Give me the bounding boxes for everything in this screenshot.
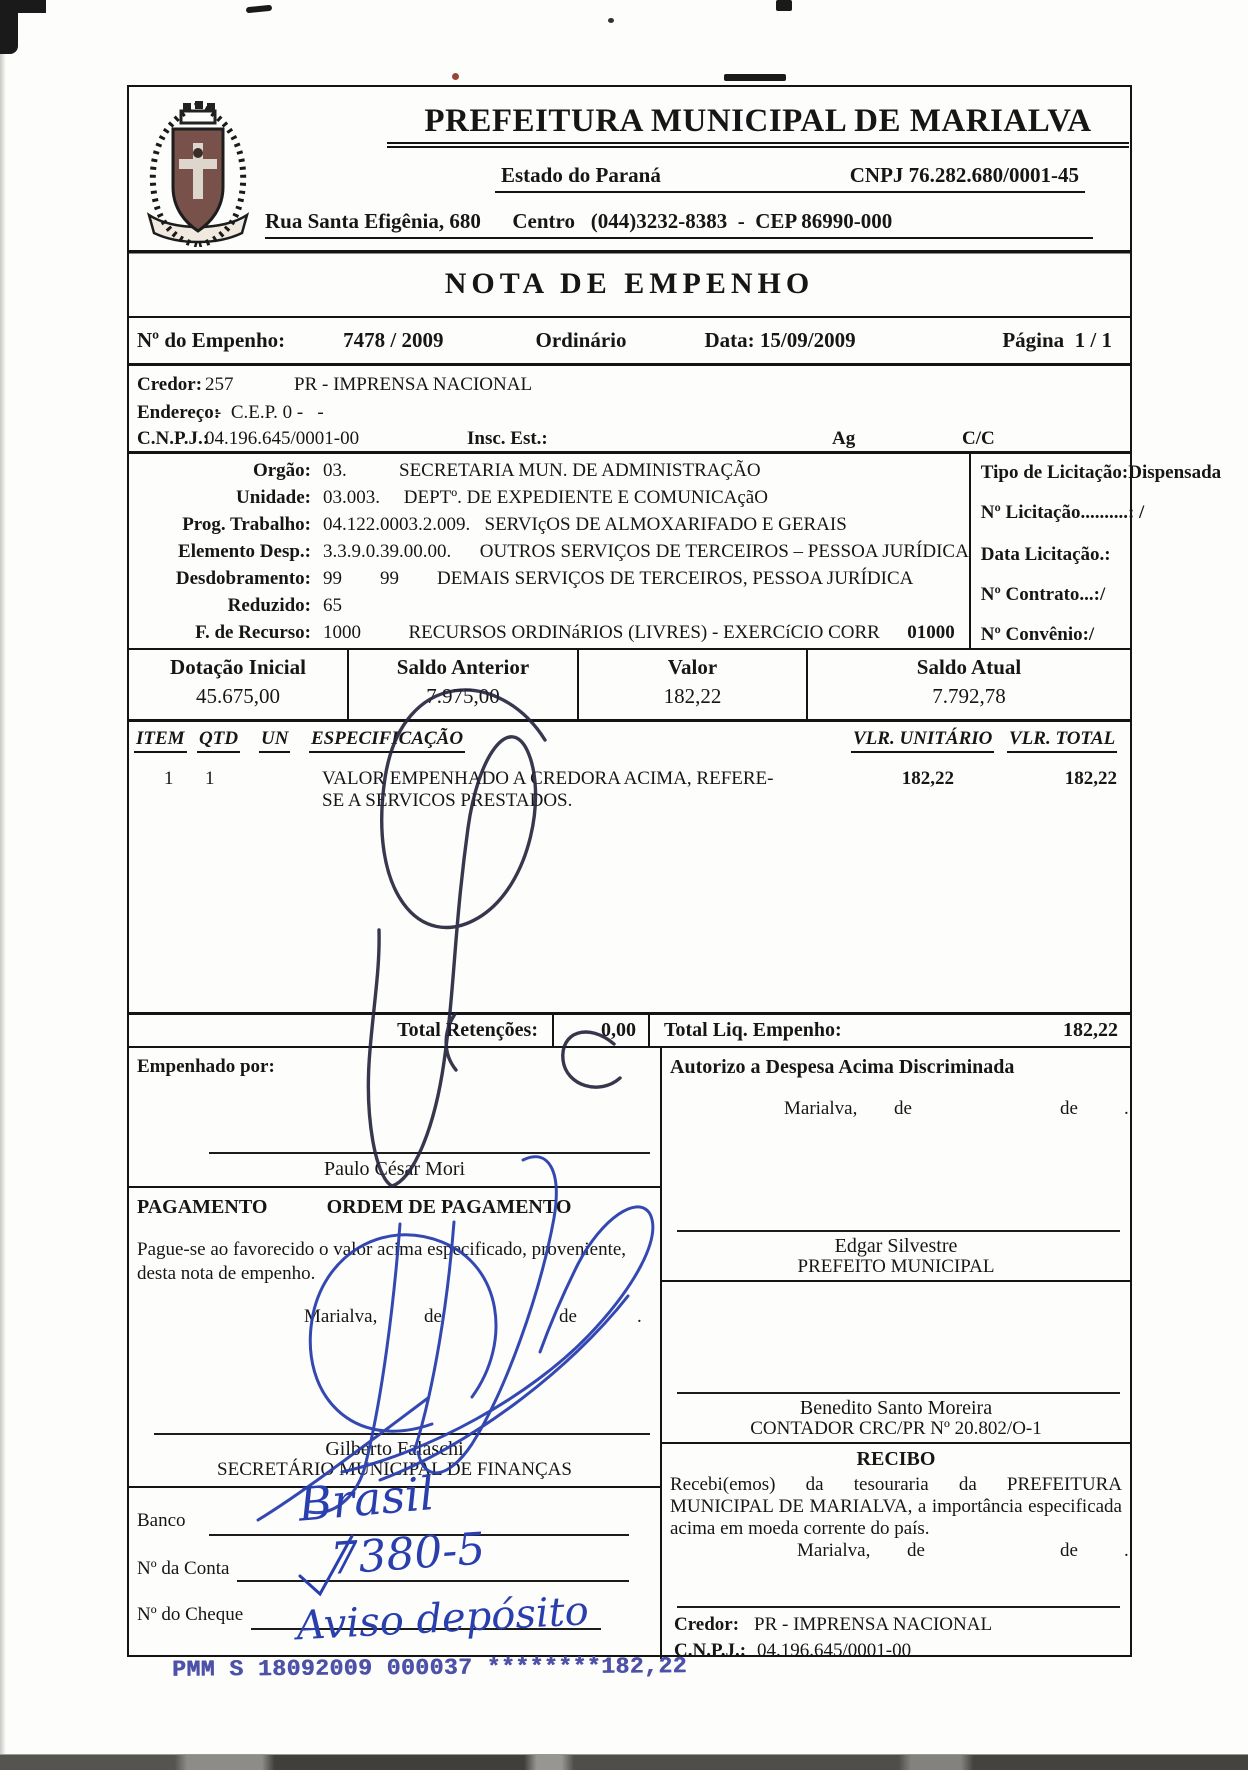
total-retencoes-value: 0,00 (554, 1015, 650, 1046)
empenhado-por-label: Empenhado por: (137, 1056, 275, 1077)
org-name: PREFEITURA MUNICIPAL DE MARIALVA (387, 103, 1129, 148)
signer-role: PREFEITO MUNICIPAL (797, 1256, 995, 1277)
signer-name: Gilberto Falaschi (325, 1438, 464, 1460)
left-column (129, 1048, 662, 1659)
col-vlr-unitario: VLR. UNITÁRIO (851, 728, 994, 753)
banco-label: Banco (137, 1510, 186, 1531)
recibo-cnpj-label: C.N.P.J.: (674, 1640, 747, 1661)
scan-speck (776, 0, 792, 11)
licitacao-panel (969, 454, 1222, 648)
city-line-de2: de (1060, 1098, 1078, 1119)
total-liq-empenho: Total Liq. Empenho: 182,22 (664, 1019, 1118, 1041)
empenho-number-row (129, 318, 1130, 366)
budget-section (129, 454, 1222, 650)
balance-dotacao-inicial: Dotação Inicial 45.675,00 (129, 650, 349, 719)
empenho-number: 7478 / 2009 (343, 328, 444, 352)
signature-line (677, 1606, 1120, 1608)
endereco-value: - C.E.P. 0 - - (215, 402, 324, 423)
org-address: Rua Santa Efigênia, 680 Centro (044)3232-8383 - CEP 86990-000 (265, 209, 1093, 239)
scan-speck (246, 5, 272, 14)
cnpj-value: 04.196.645/0001-00 (205, 428, 360, 449)
budget-row-f-recurso: F. de Recurso: 1000 RECURSOS ORDINáRIOS (LIVRES) - EXERCíCIO CORR 01000 (129, 619, 969, 646)
coat-of-arms-logo (139, 95, 257, 252)
data-licitacao: Data Licitação.: (980, 544, 1111, 565)
recibo-credor-value: PR - IMPRENSA NACIONAL (754, 1614, 993, 1635)
balance-valor: Valor 182,22 (579, 650, 808, 719)
letterhead (129, 87, 1130, 252)
city-line-city: Marialva, (797, 1540, 871, 1561)
conta-label: Nº da Conta (137, 1558, 230, 1579)
signer-name: Benedito Santo Moreira (799, 1397, 993, 1419)
items-table (129, 722, 1130, 1012)
cheque-line (251, 1628, 601, 1630)
col-un: UN (259, 728, 290, 753)
city-line-dot: . (637, 1306, 642, 1327)
cnpj-label: C.N.P.J.: (137, 428, 210, 449)
pagamento-text: Pague-se ao favorecido o valor acima especificado, proveniente, desta nota de empenho. (137, 1239, 627, 1284)
autorizo-title: Autorizo a Despesa Acima Discriminada (670, 1056, 1015, 1078)
tipo-licitacao: Tipo de Licitação:Dispensada (980, 462, 1222, 483)
handwriting-cheque: Aviso depósito (295, 1588, 590, 1650)
recibo-title: RECIBO (856, 1448, 936, 1470)
empenhado-por-box (129, 1048, 660, 1188)
document-title: NOTA DE EMPENHO (129, 252, 1130, 318)
signer-name: Paulo César Mori (323, 1158, 466, 1180)
org-state: Estado do Paraná (501, 163, 661, 187)
city-line-dot: . (1124, 1540, 1129, 1561)
budget-row-unidade: Unidade: 03.003. DEPTº. DE EXPEDIENTE E COMUNICAçãO (236, 487, 768, 508)
signatures-area (129, 1048, 1130, 1659)
item-vlr-total: 182,22 (1064, 768, 1117, 789)
signature-line (209, 1152, 650, 1154)
balance-saldo-atual: Saldo Atual 7.792,78 (916, 655, 1022, 708)
right-column (662, 1048, 1130, 1659)
scan-speck (452, 73, 459, 80)
credor-label: Credor: (137, 374, 203, 395)
item-number: 1 (164, 768, 174, 789)
recibo-cnpj-value: 04.196.645/0001-00 (757, 1640, 912, 1661)
city-line-de1: de (424, 1306, 442, 1327)
signature-line (677, 1392, 1120, 1394)
pagamento-box (129, 1188, 660, 1488)
signer-role: CONTADOR CRC/PR Nº 20.802/O-1 (750, 1418, 1042, 1439)
totals-row (129, 1012, 1130, 1048)
item-vlr-unitario: 182,22 (901, 768, 954, 789)
endereco-label: Endereço: (137, 402, 221, 423)
col-item: ITEM (134, 728, 187, 753)
city-line-de2: de (559, 1306, 577, 1327)
budget-row-desdobramento: Desdobramento: 99 99 DEMAIS SERVIÇOS DE TERCEIROS, PESSOA JURÍDICA (175, 568, 914, 589)
credor-section (129, 366, 1130, 454)
recibo-box (662, 1444, 1130, 1659)
scan-speck (724, 74, 786, 81)
autorizo-box (662, 1048, 1130, 1282)
handwriting-conta: 7380-5 (328, 1523, 487, 1586)
treasury-stamp: PMM S 18092009 000037 ********182,22 (171, 1653, 687, 1683)
insc-est-label: Insc. Est.: (467, 428, 548, 449)
credor-name: PR - IMPRENSA NACIONAL (294, 374, 533, 395)
contador-box (662, 1282, 1130, 1444)
recurso-extra-code: 01000 (907, 622, 955, 643)
org-cnpj: CNPJ 76.282.680/0001-45 (849, 163, 1079, 187)
city-line-de1: de (894, 1098, 912, 1119)
budget-row-prog-trabalho: Prog. Trabalho: 04.122.0003.2.009. SERVIçOS DE ALMOXARIFADO E GERAIS (182, 514, 847, 535)
budget-row-reduzido: Reduzido: 65 (227, 595, 342, 616)
credor-code: 257 (205, 374, 234, 395)
cc-label: C/C (962, 428, 995, 449)
col-vlr-total: VLR. TOTAL (1007, 728, 1117, 753)
signature-line (677, 1230, 1120, 1232)
city-line-de2: de (1060, 1540, 1078, 1561)
budget-lines (129, 454, 969, 648)
city-line-city: Marialva, (304, 1306, 378, 1327)
org-subline (495, 163, 1085, 193)
signature-line (154, 1433, 650, 1435)
balance-saldo-anterior: Saldo Anterior 7.975,00 (349, 650, 579, 719)
banco-line (209, 1534, 629, 1536)
ag-label: Ag (832, 428, 856, 449)
ordem-pagamento-title: ORDEM DE PAGAMENTO (326, 1196, 572, 1218)
conta-line (237, 1580, 629, 1582)
scan-speck (0, 0, 46, 13)
recibo-text: Recebi(emos) da tesouraria da PREFEITURA MUNICIPAL DE MARIALVA, a importância especificada acima em moeda corrente do país. (670, 1474, 1122, 1539)
recibo-credor-label: Credor: (674, 1614, 740, 1635)
empenho-type: Ordinário (535, 328, 627, 352)
banking-box (129, 1488, 660, 1659)
city-line-dot: . (1124, 1098, 1129, 1119)
cheque-label: Nº do Cheque (137, 1604, 244, 1625)
empenho-date: Data: 15/09/2009 (704, 328, 856, 352)
item-especificacao: VALOR EMPENHADO A CREDORA ACIMA, REFERE-SE A SERVICOS PRESTADOS. (322, 768, 774, 811)
empenho-number-label: Nº do Empenho: (137, 328, 286, 352)
budget-row-orgao: Orgão: 03. SECRETARIA MUN. DE ADMINISTRAÇÃO (252, 460, 761, 481)
pagamento-title: PAGAMENTO (137, 1196, 268, 1218)
page-indicator: Página 1 / 1 (1002, 328, 1112, 352)
col-especificacao: ESPECIFICAÇÃO (309, 728, 465, 753)
num-licitacao: Nº Licitação..........: / (980, 502, 1145, 523)
city-line-city: Marialva, (784, 1098, 858, 1119)
scan-speck (608, 18, 614, 23)
signer-name: Edgar Silvestre (834, 1235, 958, 1257)
scan-edge-shadow (0, 0, 6, 1770)
total-liq-value: 182,22 (1063, 1019, 1118, 1041)
num-contrato: Nº Contrato...:/ (980, 584, 1106, 605)
balances-table (129, 650, 1130, 722)
city-line-de1: de (907, 1540, 925, 1561)
signer-role: SECRETÁRIO MUNICIPAL DE FINANÇAS (217, 1459, 572, 1480)
item-qtd: 1 (205, 768, 215, 789)
nota-de-empenho-form (127, 85, 1222, 1661)
handwriting-banco: Brasil (295, 1466, 437, 1532)
col-qtd: QTD (197, 728, 240, 753)
budget-row-elemento-desp: Elemento Desp.: 3.3.9.0.39.00.00. OUTROS SERVIÇOS DE TERCEIROS – PESSOA JURÍDICA (178, 541, 969, 562)
total-retencoes-label: Total Retenções: (129, 1015, 554, 1046)
num-convenio: Nº Convênio:/ (980, 624, 1095, 645)
scan-bottom-band (0, 1754, 1248, 1770)
